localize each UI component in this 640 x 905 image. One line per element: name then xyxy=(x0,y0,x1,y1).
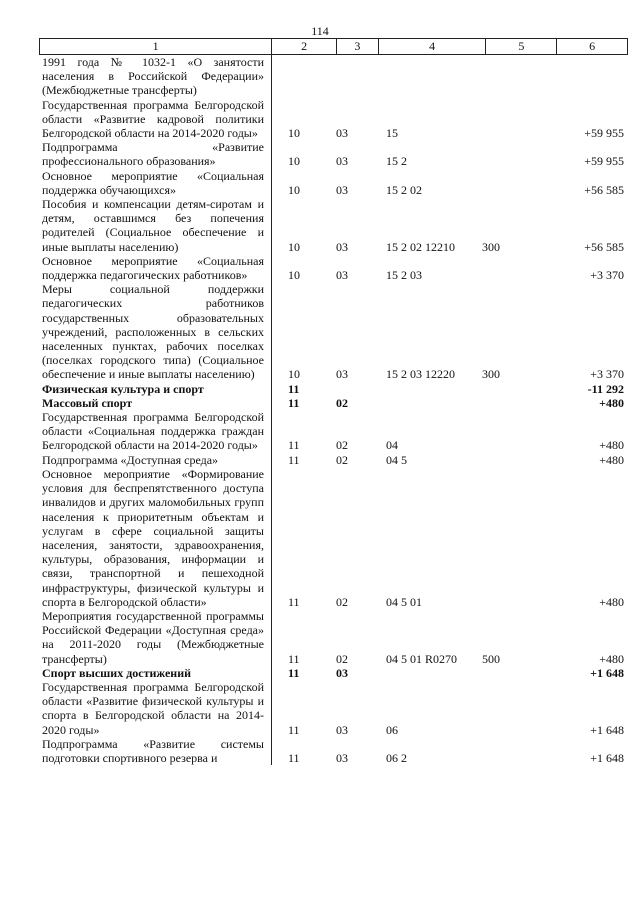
table-row xyxy=(39,55,628,98)
header-col-2: 2 xyxy=(272,39,337,54)
row-subsection-text: 02 xyxy=(336,651,348,666)
row-name xyxy=(42,453,264,467)
row-section-text: 11 xyxy=(288,750,300,765)
row-subsection-text: 03 xyxy=(336,750,348,765)
row-name xyxy=(42,396,264,410)
row-subsection-text: 03 xyxy=(336,182,348,197)
row-target-article-text: 06 xyxy=(386,722,398,737)
row-amount xyxy=(558,282,624,381)
row-target-article-text: 06 2 xyxy=(386,750,407,765)
row-amount xyxy=(558,609,624,666)
row-name-text: Государственная программа Белгородской области «Развитие кадровой политики Белгородской области на 2014-2020 годы» xyxy=(42,97,264,141)
row-section xyxy=(274,396,336,410)
table-row xyxy=(39,396,628,410)
row-name-text: Мероприятия государственной программы Российской Федерации «Доступная среда» на 2011-2020 годы (Межбюджетные трансферты) xyxy=(42,608,264,666)
row-target-article xyxy=(381,410,480,453)
row-target-article xyxy=(381,467,480,609)
row-amount-text: +480 xyxy=(599,452,624,467)
row-name-text: Подпрограмма «Доступная среда» xyxy=(42,452,219,467)
row-amount-text: +3 370 xyxy=(590,367,624,382)
row-section xyxy=(274,98,336,141)
row-section-text: 11 xyxy=(288,452,300,467)
row-section xyxy=(274,55,336,98)
row-name xyxy=(42,382,264,396)
row-subsection-text: 03 xyxy=(336,665,348,680)
row-section xyxy=(274,680,336,737)
table-row xyxy=(39,453,628,467)
row-amount xyxy=(558,382,624,396)
row-subsection xyxy=(336,396,381,410)
row-subsection-text: 02 xyxy=(336,395,348,410)
row-amount xyxy=(558,55,624,98)
table-row xyxy=(39,140,628,168)
table-row xyxy=(39,382,628,396)
row-amount xyxy=(558,396,624,410)
row-section xyxy=(274,453,336,467)
header-col-4: 4 xyxy=(379,39,487,54)
row-target-article-text: 15 2 03 xyxy=(386,268,422,283)
row-amount-text: +480 xyxy=(599,594,624,609)
table-row xyxy=(39,680,628,737)
row-name xyxy=(42,169,264,197)
row-subsection xyxy=(336,382,381,396)
row-expense-type-text: 300 xyxy=(482,239,500,254)
row-expense-type xyxy=(480,98,558,141)
table-row xyxy=(39,98,628,141)
row-subsection xyxy=(336,98,381,141)
row-target-article-text: 04 5 01 xyxy=(386,594,422,609)
row-amount-text: +480 xyxy=(599,395,624,410)
row-amount xyxy=(558,254,624,282)
row-amount-text: +59 955 xyxy=(584,154,624,169)
row-expense-type xyxy=(480,467,558,609)
row-name-text: Пособия и компенсации детям-сиротам и детям, оставшимся без попечения родителей (Социальное обеспечение и иные выплаты населению) xyxy=(42,197,264,254)
row-section xyxy=(274,609,336,666)
row-subsection-text: 03 xyxy=(336,154,348,169)
row-subsection xyxy=(336,467,381,609)
row-subsection-text: 03 xyxy=(336,268,348,283)
row-amount xyxy=(558,453,624,467)
row-section xyxy=(274,254,336,282)
row-section-text: 10 xyxy=(288,239,300,254)
row-subsection-text: 02 xyxy=(336,594,348,609)
row-section-text: 11 xyxy=(288,381,300,396)
row-name xyxy=(42,680,264,737)
row-target-article-text: 15 2 02 xyxy=(386,182,422,197)
row-subsection xyxy=(336,254,381,282)
row-name-text: Основное мероприятие «Социальная поддержка педагогических работников» xyxy=(42,253,264,283)
row-section xyxy=(274,666,336,680)
row-target-article-text: 15 xyxy=(386,126,398,141)
table-row xyxy=(39,609,628,666)
row-name-text: Государственная программа Белгородской области «Социальная поддержка граждан Белгородской области на 2014-2020 годы» xyxy=(42,410,264,453)
row-expense-type xyxy=(480,396,558,410)
row-amount-text: +3 370 xyxy=(590,268,624,283)
row-subsection xyxy=(336,609,381,666)
row-subsection xyxy=(336,55,381,98)
row-subsection-text: 03 xyxy=(336,722,348,737)
row-name xyxy=(42,609,264,666)
row-target-article-text: 04 5 xyxy=(386,452,407,467)
row-section-text: 10 xyxy=(288,126,300,141)
row-name xyxy=(42,254,264,282)
row-subsection xyxy=(336,282,381,381)
row-expense-type xyxy=(480,169,558,197)
row-section xyxy=(274,467,336,609)
row-section-text: 11 xyxy=(288,594,300,609)
row-section xyxy=(274,382,336,396)
row-section-text: 10 xyxy=(288,154,300,169)
row-name xyxy=(42,282,264,381)
row-amount-text: +480 xyxy=(599,438,624,453)
row-amount xyxy=(558,197,624,254)
row-name xyxy=(42,98,264,141)
row-target-article xyxy=(381,666,480,680)
row-section xyxy=(274,140,336,168)
row-expense-type xyxy=(480,737,558,765)
row-target-article xyxy=(381,140,480,168)
row-amount xyxy=(558,737,624,765)
row-expense-type xyxy=(480,680,558,737)
row-amount xyxy=(558,410,624,453)
row-name xyxy=(42,666,264,680)
row-subsection-text: 02 xyxy=(336,438,348,453)
row-name-text: Государственная программа Белгородской области «Развитие физической культуры и спорта в Белгородской области на 2014-2020 годы» xyxy=(42,679,264,737)
row-target-article xyxy=(381,98,480,141)
row-subsection-text: 03 xyxy=(336,239,348,254)
row-expense-type-text: 500 xyxy=(482,651,500,666)
row-target-article xyxy=(381,197,480,254)
row-amount xyxy=(558,169,624,197)
row-name xyxy=(42,55,264,98)
row-target-article xyxy=(381,737,480,765)
row-section-text: 11 xyxy=(288,722,300,737)
row-subsection-text: 02 xyxy=(336,452,348,467)
row-amount xyxy=(558,680,624,737)
row-section-text: 10 xyxy=(288,182,300,197)
row-section xyxy=(274,282,336,381)
row-target-article-text: 15 2 xyxy=(386,154,407,169)
row-amount xyxy=(558,140,624,168)
row-section xyxy=(274,197,336,254)
table-row xyxy=(39,666,628,680)
table-row xyxy=(39,197,628,254)
row-subsection xyxy=(336,666,381,680)
row-target-article xyxy=(381,282,480,381)
row-subsection xyxy=(336,169,381,197)
row-subsection xyxy=(336,737,381,765)
row-target-article xyxy=(381,254,480,282)
row-name-text: 1991 года № 1032-1 «О занятости населения в Российской Федерации» (Межбюджетные трансферты) xyxy=(42,55,264,98)
row-name-text: Основное мероприятие «Формирование условия для беспрепятственного доступа инвалидов и других маломобильных групп населения к приоритетным объектам и услугам в сфере социальной защиты населения, занятости, здравоохранения, культуры, образования, информации и связи, транспортной и пешеходной инфраструктуры, физической культуры и спорта в Белгородской области» xyxy=(42,466,264,609)
row-expense-type xyxy=(480,254,558,282)
row-name-text: Спорт высших достижений xyxy=(42,665,192,680)
row-expense-type xyxy=(480,197,558,254)
row-section-text: 11 xyxy=(288,665,300,680)
row-name xyxy=(42,737,264,765)
row-section-text: 11 xyxy=(288,438,300,453)
row-name-text: Меры социальной поддержки педагогических работников государственных образовательных учреждений, расположенных в сельских населенных пунктах, рабочих поселках (поселках городского типа) (Социальное обеспечение и иные выплаты населению) xyxy=(42,282,264,382)
table-row xyxy=(39,254,628,282)
row-amount xyxy=(558,98,624,141)
row-name-text: Подпрограмма «Развитие профессионального образования» xyxy=(42,140,264,169)
row-amount-text: +56 585 xyxy=(584,182,624,197)
row-amount-text: +1 648 xyxy=(590,665,624,680)
table-header xyxy=(39,38,628,55)
row-section-text: 11 xyxy=(288,651,300,666)
row-subsection xyxy=(336,453,381,467)
table-row xyxy=(39,282,628,381)
row-subsection-text: 03 xyxy=(336,126,348,141)
header-col-5: 5 xyxy=(486,39,557,54)
row-section-text: 11 xyxy=(288,395,300,410)
row-expense-type xyxy=(480,282,558,381)
row-amount-text: +1 648 xyxy=(590,722,624,737)
row-target-article xyxy=(381,609,480,666)
row-expense-type xyxy=(480,453,558,467)
row-subsection-text: 03 xyxy=(336,367,348,382)
row-expense-type xyxy=(480,140,558,168)
table-row xyxy=(39,169,628,197)
row-amount-text: +59 955 xyxy=(584,126,624,141)
row-section-text: 10 xyxy=(288,268,300,283)
row-amount-text: +1 648 xyxy=(590,750,624,765)
row-name xyxy=(42,197,264,254)
row-section xyxy=(274,737,336,765)
row-expense-type xyxy=(480,55,558,98)
row-expense-type xyxy=(480,382,558,396)
row-amount-text: +56 585 xyxy=(584,239,624,254)
row-subsection xyxy=(336,140,381,168)
row-name-text: Физическая культура и спорт xyxy=(42,381,204,396)
page-number: 114 xyxy=(311,24,329,38)
row-amount xyxy=(558,467,624,609)
row-section xyxy=(274,410,336,453)
row-amount xyxy=(558,666,624,680)
row-name xyxy=(42,467,264,609)
row-expense-type-text: 300 xyxy=(482,367,500,382)
row-expense-type xyxy=(480,609,558,666)
row-expense-type xyxy=(480,410,558,453)
budget-table xyxy=(39,38,628,765)
row-name-text: Основное мероприятие «Социальная поддержка обучающихся» xyxy=(42,168,264,197)
row-section xyxy=(274,169,336,197)
table-row xyxy=(39,410,628,453)
row-target-article xyxy=(381,382,480,396)
row-target-article-text: 04 5 01 R0270 xyxy=(386,651,458,666)
row-target-article xyxy=(381,680,480,737)
table-row xyxy=(39,467,628,609)
row-amount-text: -11 292 xyxy=(587,381,624,396)
row-section-text: 10 xyxy=(288,367,300,382)
row-target-article xyxy=(381,453,480,467)
header-col-3: 3 xyxy=(337,39,379,54)
row-target-article-text: 15 2 02 12210 xyxy=(386,239,455,254)
row-target-article xyxy=(381,169,480,197)
row-target-article xyxy=(381,396,480,410)
row-amount-text: +480 xyxy=(599,651,624,666)
header-col-6: 6 xyxy=(589,39,596,53)
row-name xyxy=(42,140,264,168)
row-expense-type xyxy=(480,666,558,680)
row-target-article-text: 04 xyxy=(386,438,398,453)
row-name xyxy=(42,410,264,453)
row-target-article-text: 15 2 03 12220 xyxy=(386,367,455,382)
row-target-article xyxy=(381,55,480,98)
row-subsection xyxy=(336,410,381,453)
table-body xyxy=(39,55,628,765)
table-row xyxy=(39,737,628,765)
row-name-text: Массовый спорт xyxy=(42,395,133,410)
row-subsection xyxy=(336,197,381,254)
row-name-text: Подпрограмма «Развитие системы подготовки спортивного резерва и xyxy=(42,736,264,765)
row-subsection xyxy=(336,680,381,737)
header-col-1: 1 xyxy=(40,39,272,54)
